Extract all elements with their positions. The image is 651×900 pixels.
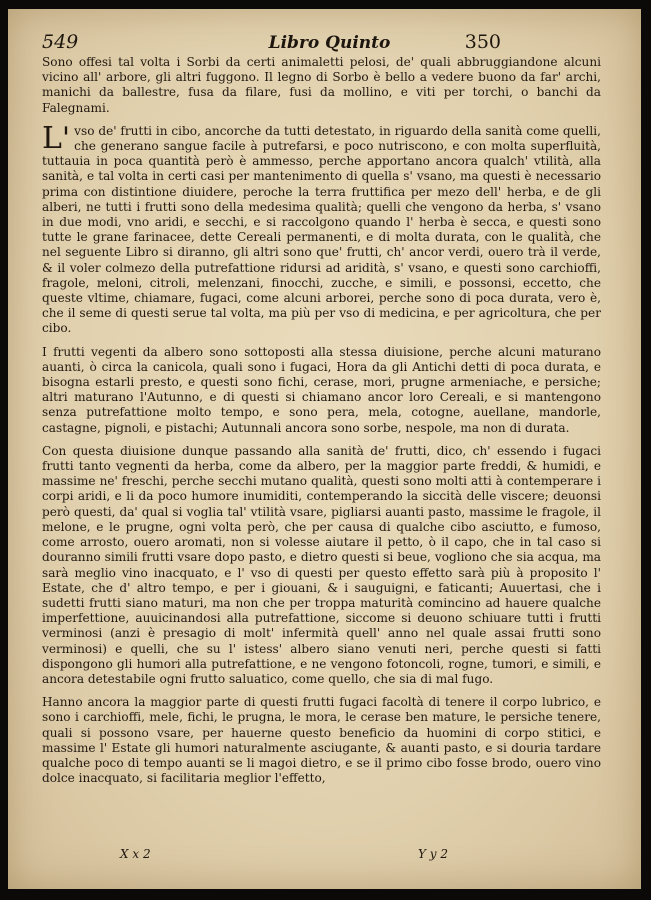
paragraph-sorbi: Sono offesi tal volta i Sorbi da certi animaletti pelosi, de' quali abbruggiandone alcuni vicino all' arbore, gli altri fuggono. Il legno di Sorbo è bello a vedere buono da far' archi, manichi da ballestre, fusa da filare, fusi da mollino, e viti per torchi, o banchi da Falegnami. [42, 55, 601, 115]
signature-mark-left: X x 2 [120, 847, 151, 861]
book-page [8, 9, 641, 889]
body-text [42, 55, 601, 794]
paragraph-frutti-albero: I frutti vegenti da albero sono sottoposti alla stessa diuisione, perche alcuni maturano auanti, ò circa la canicola, quali sono i fugaci, Hora da gli Antichi detti di poca durata, e bisogna estarli presto, e questi sono fichi, cerase, mori, prugne armeniache, e persiche; altri maturano l'Autunno, e di questi si chiamano ancor loro Cereali, e si mantengono senza putrefattione molto tempo, e sono pera, mela, cotogne, auellane, mandorle, castagne, pignoli, e pistachi; Autunnali ancora sono sorbe, nespole, ma non di durata. [42, 344, 601, 435]
signature-mark-right: Y y 2 [418, 847, 448, 861]
page-number-right: 350 [464, 31, 501, 53]
running-title: Libro Quinto [268, 33, 391, 53]
paragraph-sanita-frutti: Con questa diuisione dunque passando alla sanità de' frutti, dico, ch' essendo i fugaci frutti tanto vegnenti da herba, come da albero, per la maggior parte freddi, & humidi, e massime ne' freschi, perche secchi mutano qualità, questi sono molti atti à contemperare i corpi aridi, e li da poco humore inumiditi, contemperando la siccità delle viscere; deuonsi però questi, da' qual si voglia tal' vtilità vsare, pigliarsi auanti pasto, massime le fragole, il melone, e le prugne, ogni volta però, che per causa di qualche cibo asciutto, e fumoso, come arrosto, ouero aromati, non si volesse aiutare il petto, ò il capo, che in tal caso si douranno simili frutti vsare dopo pasto, e dietro questi si beue, vogliono che sia acqua, ma sarà meglio vino inacquato, e l' vso di questi per questo effetto sarà più à proposito l' Estate, che d' altro tempo, e per i giouani, & i sauguigni, e faticanti; Auuertasi, che i sudetti frutti siano maturi, ma non che per troppa maturità comincino ad hauere qualche imperfettione, auuicinandosi alla putrefattione, siccome si deuono schiuare tutti i frutti verminosi (anzi è presagio di molt' infermità quell' anno nel quale assai frutti sono verminosi) e quelli, che su l' istess' albero siano venuti neri, perche questi si fatti dispongono gli humori alla putrefattione, e ne vengono fotoncoli, rogne, tumori, e simili, e ancora detestabile ogni frutto saluatico, come quello, che sia di mal fugo. [42, 443, 601, 686]
paragraph-uso-frutti: L'vso de' frutti in cibo, ancorche da tutti detestato, in riguardo della sanità come quelli, che generano sangue facile à putrefarsi, e poco nutriscono, e con molta superfluità, tuttauia in poca quantità però è ammesso, perche apportano ancora qualch' vtilità, alla sanità, e tal volta in certi casi per mantenimento di quella s' vsano, ma questi è necessario prima con distintione diuidere, peroche la terra fruttifica per mezo dell' herba, e de gli alberi, ne tutti i frutti sono della medesima qualità; quelli che vengono da herba, s' vsano in due modi, vno aridi, e secchi, e si raccolgono quando l' herba è secca, e questi sono tutte le grane farinacee, dette Cereali permanenti, e di molta durata, con le qualità, che nel seguente Libro si diranno, gli altri sono que' frutti, ch' ancor verdi, ouero trà il verde, & il voler colmezo della putrefattione ridursi ad aridità, s' vsano, e questi sono carchioffi, fragole, meloni, citroli, melenzani, finocchi, zucche, e simili, e possonsi, eccetto, che queste vltime, chiamare, fugaci, come alcuni arborei, perche sono di poca durata, vero è, che il seme di questi serue tal volta, ma più per vso di medicina, e per agricoltura, che per cibo. [42, 120, 601, 336]
paragraph-corpo-lubrico: Hanno ancora la maggior parte di questi frutti fugaci facoltà di tenere il corpo lubrico, e sono i carchioffi, mele, fichi, le prugna, le mora, le cerase ben mature, le persiche tenere, quali si possono vsare, per hauerne questo beneficio da huomini di corpo stitici, e massime l' Estate gli humori naturalmente asciugante, & auanti pasto, e si douria tardare qualche poco di tempo auanti se li magoi dietro, e se il primo cibo fosse brodo, ouero vino dolce inacquato, si facilitaria meglior l'effetto, [42, 695, 601, 786]
page-number-left: 549 [42, 31, 79, 53]
